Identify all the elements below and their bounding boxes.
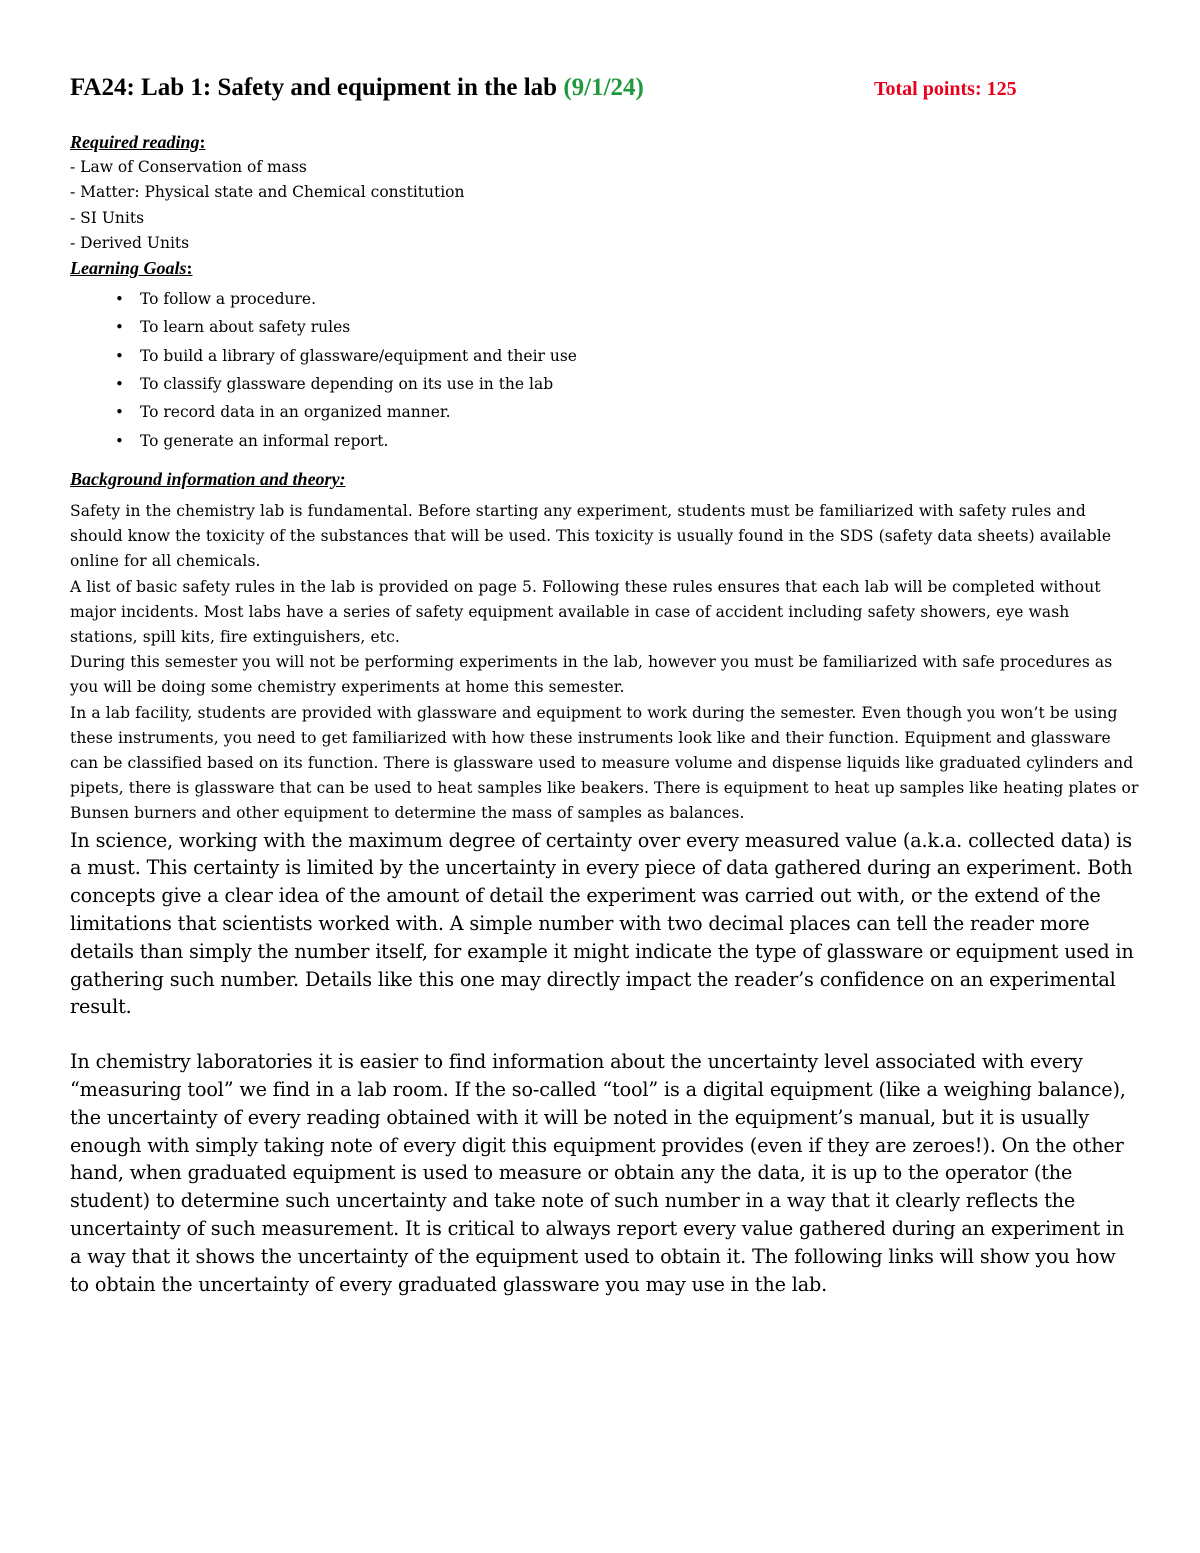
paragraph: In chemistry laboratories it is easier to find information about the uncertainty level associated with every “measuring tool” we find in a lab room. If the so-called “tool” is a digital equipment (like a weighing balance), the uncertainty of every reading obtained with it will be noted in the equipment’s manual, but it is usually enough with simply taking note of every digit this equipment provides (even if they are zeroes!). On the other hand, when graduated equipment is used to measure or obtain any the data, it is up to the operator (the student) to determine such uncertainty and take note of such number in a way that it clearly reflects the uncertainty of such measurement. It is critical to always report every value gathered during an experiment in a way that it shows the uncertainty of the equipment used to obtain it. The following links will show you how to obtain the uncertainty of every graduated glassware you may use in the lab. bbox=[70, 1050, 1126, 1296]
paragraph: During this semester you will not be performing experiments in the lab, however you must be familiarized with safe procedures as you will be doing some chemistry experiments at home this semester. bbox=[70, 653, 1113, 697]
bullet-icon: • bbox=[115, 403, 124, 422]
document-header bbox=[70, 74, 1130, 102]
bullet-icon: • bbox=[115, 375, 124, 394]
list-item-text: To classify glassware depending on its use in the lab bbox=[140, 375, 554, 394]
learning-goals-heading bbox=[70, 256, 1140, 281]
required-reading-heading bbox=[70, 130, 1140, 155]
list-item-text: To build a library of glassware/equipment and their use bbox=[140, 346, 577, 365]
background-uncertainty-text bbox=[70, 827, 1140, 1299]
list-item: - SI Units bbox=[70, 208, 145, 227]
paragraph: Safety in the chemistry lab is fundamental. Before starting any experiment, students must be familiarized with safety rules and should know the toxicity of the substances that will be used. This toxicity is usually found in the SDS (safety data sheets) available online for all chemicals. bbox=[70, 501, 1112, 571]
list-item: - Matter: Physical state and Chemical constitution bbox=[70, 183, 465, 202]
bullet-icon: • bbox=[115, 431, 124, 450]
document-content bbox=[70, 130, 1140, 1298]
list-item bbox=[70, 370, 1140, 398]
title-date: (9/1/24) bbox=[563, 74, 644, 101]
list-item bbox=[70, 398, 1140, 426]
heading-colon: : bbox=[186, 258, 193, 279]
background-safety-text bbox=[70, 499, 1140, 827]
list-item bbox=[70, 342, 1140, 370]
list-item-text: To follow a procedure. bbox=[140, 290, 317, 309]
learning-goals-heading-text: Learning Goals bbox=[70, 258, 187, 279]
list-item: - Derived Units bbox=[70, 233, 190, 252]
list-item bbox=[70, 427, 1140, 455]
paragraph: A list of basic safety rules in the lab is provided on page 5. Following these rules ensures that each lab will be completed without major incidents. Most labs have a series of safety equipment available in case of accident including safety showers, eye wash stations, spill kits, fire extinguishers, etc. bbox=[70, 577, 1101, 646]
required-reading-list bbox=[70, 155, 1140, 256]
required-reading-heading-text: Required reading bbox=[70, 132, 200, 152]
document-title: FA24: Lab 1: Safety and equipment in the lab bbox=[70, 74, 564, 101]
list-item-text: To generate an informal report. bbox=[140, 431, 389, 450]
bullet-icon: • bbox=[115, 346, 124, 365]
total-points: Total points: 125 bbox=[874, 78, 1017, 100]
heading-colon: : bbox=[199, 132, 206, 152]
learning-goals-list bbox=[70, 285, 1140, 455]
bullet-icon: • bbox=[115, 290, 124, 309]
background-heading: Background information and theory: bbox=[70, 468, 346, 489]
paragraph: In science, working with the maximum degree of certainty over every measured value (a.k.a. collected data) is a must. This certainty is limited by the uncertainty in every piece of data gathered during an experiment. Both concepts give a clear idea of the amount of detail the experiment was carried out with, or the extend of the limitations that scientists worked with. A simple number with two decimal places can tell the reader more details than simply the number itself, for example it might indicate the type of glassware or equipment used in gathering such number. Details like this one may directly impact the reader’s confidence on an experimental result. bbox=[70, 828, 1134, 1019]
list-item bbox=[70, 313, 1140, 341]
list-item bbox=[70, 285, 1140, 313]
list-item-text: To record data in an organized manner. bbox=[140, 403, 451, 422]
list-item-text: To learn about safety rules bbox=[140, 318, 351, 337]
bullet-icon: • bbox=[115, 318, 124, 337]
paragraph: In a lab facility, students are provided with glassware and equipment to work during the semester. Even though you won’t be using these instruments, you need to get familiarized with how these instruments look like and their function. Equipment and glassware can be classified based on its function. There is glassware used to measure volume and dispense liquids like graduated cylinders and pipets, there is glassware that can be used to heat samples like beakers. There is equipment to heat up samples like heating plates or Bunsen burners and other equipment to determine the mass of samples as balances. bbox=[70, 703, 1139, 823]
list-item: - Law of Conservation of mass bbox=[70, 158, 307, 176]
